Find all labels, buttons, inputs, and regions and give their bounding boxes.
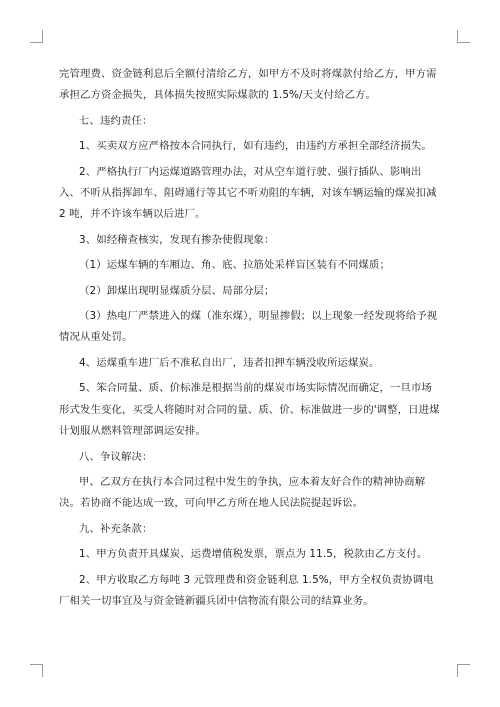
dispute-paragraph: 甲、乙双方在执行本合同过程中发生的争执，应本着友好合作的精神协商解决。若协商不能达成一致，可向甲乙方所在地人民法院提起诉讼。 [59,475,426,510]
clause-paragraph: 2、甲方收取乙方每吨 3 元管理费和资金链利息 1.5%，甲方全权负责协调电厂相关一切事宜及与资金链新疆兵团中信物流有限公司的结算业务。 [59,573,434,607]
section-heading-supplementary: 九、补充条款： [79,522,153,535]
clause-paragraph: 4、运煤重车进厂后不准私自出厂，违者扣押车辆没收所运煤炭。 [79,356,380,369]
section-heading-breach: 七、违约责任： [79,114,153,127]
sub-clause-paragraph: （1）运煤车辆的车厢边、角、底、拉筋处采样盲区装有不同煤质； [79,259,390,272]
section-heading-dispute: 八、争议解决： [79,450,153,463]
sub-clause-paragraph: （3）热电厂严禁进入的煤（准东煤），明显掺假；以上现象一经发现将给予视情况从重处罚。 [59,310,438,344]
clause-paragraph: 1、甲方负责开具煤炭、运费增值税发票，票点为 11.5，税款由乙方支付。 [79,548,428,561]
crop-mark-bottom-right [457,664,470,677]
crop-mark-bottom-left [30,664,43,677]
crop-mark-top-right [457,30,470,43]
clause-paragraph: 2、严格执行厂内运煤道路管理办法，对从空车道行驶、强行插队、影响出入、不听从指挥卸车、阻碍通行等其它不听劝阻的车辆，对该车辆运输的煤炭扣减 2 吨，并不许该车辆以后进厂。 [59,165,441,221]
payment-continuation-paragraph: 完管理费、资金链利息后全额付清给乙方，如甲方不及时将煤款付给乙方，甲方需承担乙方资金损失，具体损失按照实际煤款的 1.5%/天支付给乙方。 [59,68,437,102]
clause-paragraph: 5、笨合同量、质、价标准是根据当前的煤炭市场实际情况而确定，一旦市场形式发生变化，买受人将随时对合同的量、质、价、标准做进一步的'调整，日进煤计划服从燃料管理部调运安排。 [59,382,440,438]
clause-paragraph: 3、如经稽查核实，发现有掺杂使假现象： [79,233,275,246]
crop-mark-top-left [30,30,43,43]
document-body [59,64,441,612]
clause-paragraph: 1、买卖双方应严格按本合同执行，如有违约，由违约方承担全部经济损失。 [79,140,432,153]
sub-clause-paragraph: （2）卸煤出现明显煤质分层、局部分层； [79,284,275,297]
